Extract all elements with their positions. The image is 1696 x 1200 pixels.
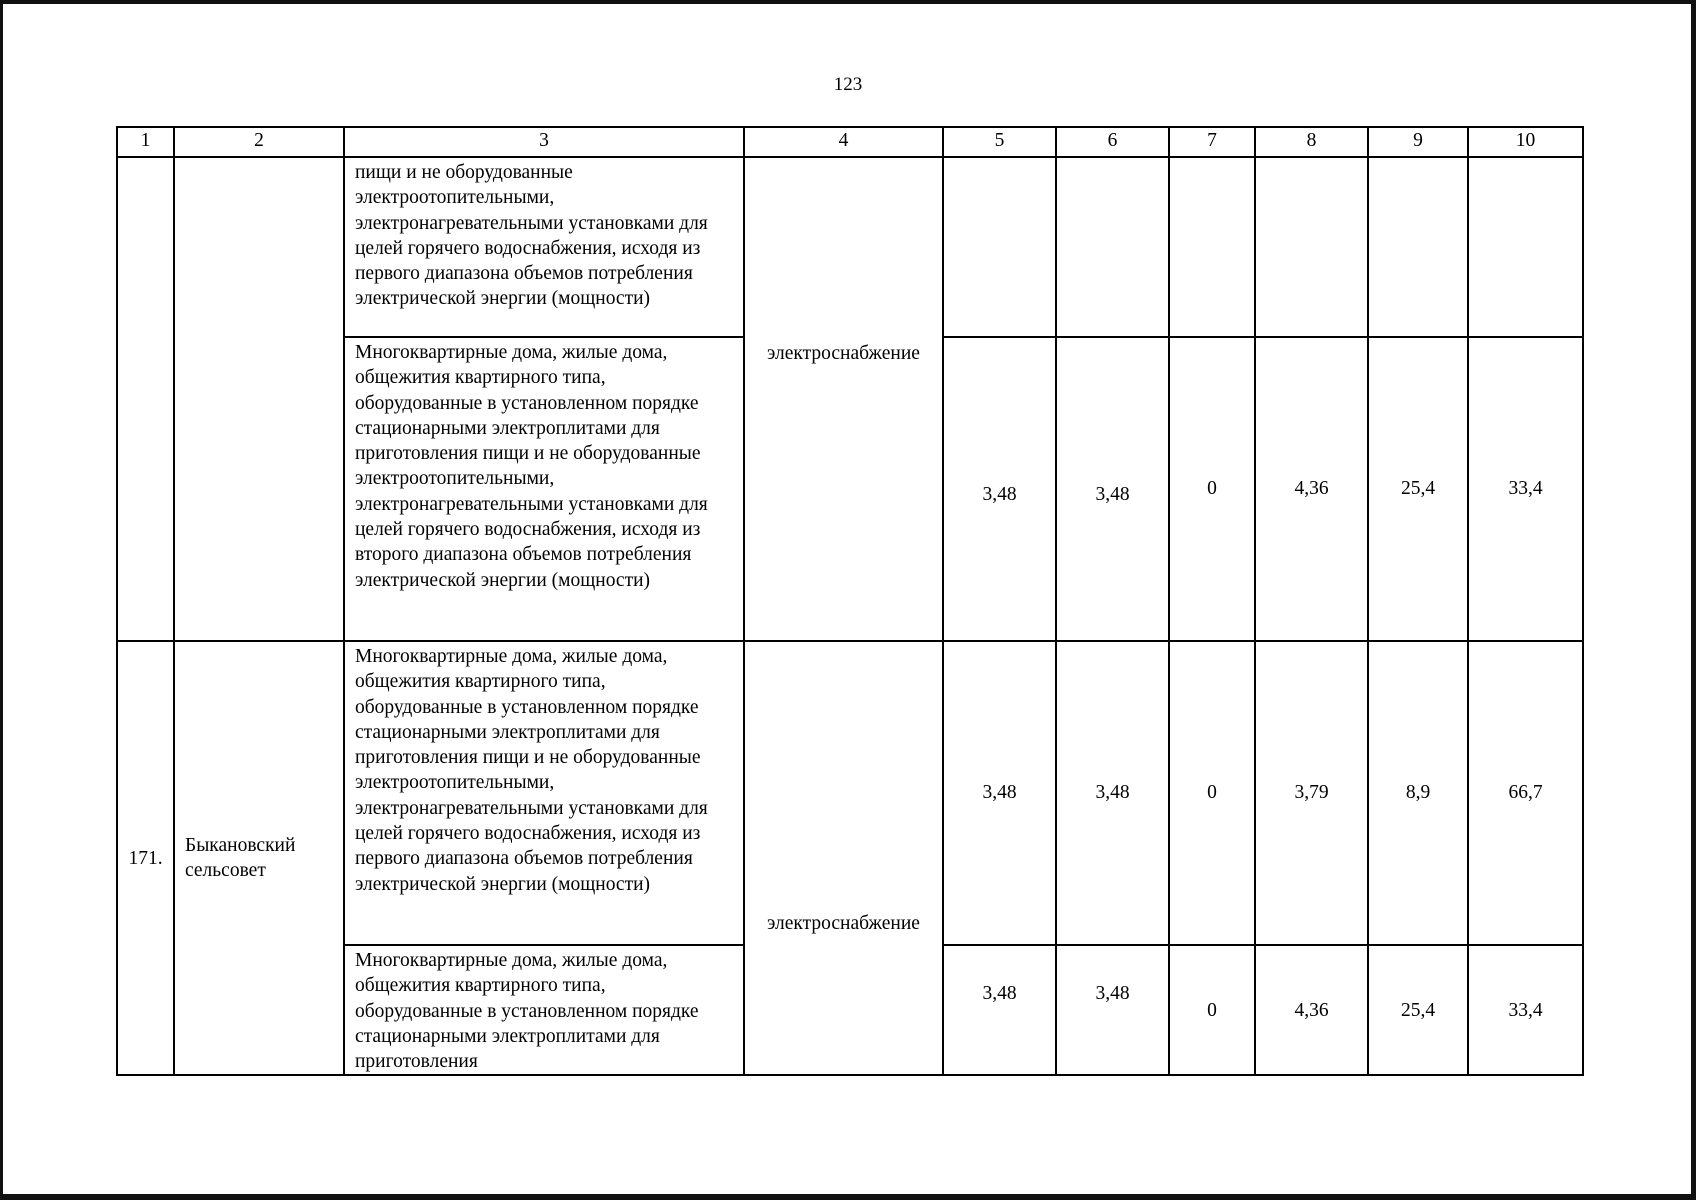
- header-cell: 10: [1468, 127, 1583, 157]
- utility-type-label: электроснабжение: [767, 912, 920, 934]
- value-cell: 3,48: [1056, 337, 1169, 641]
- header-cell: 3: [344, 127, 744, 157]
- value-cell: 3,48: [1056, 945, 1169, 1075]
- table-row: [117, 641, 1583, 945]
- scan-border-top: [0, 0, 1696, 4]
- value-cell: 0: [1169, 641, 1255, 945]
- consumer-description: Многоквартирные дома, жилые дома, общежития квартирного типа, оборудованные в установленном порядке стационарными электроплитами для приготовления пищи и не оборудованные электроотопительными, электронагревательными установками для целей горячего водоснабжения, исходя из первого диапазона объемов потребления электрической энергии (мощности): [344, 641, 744, 945]
- header-cell: 8: [1255, 127, 1368, 157]
- utility-type: [744, 157, 943, 641]
- region-cell: [174, 157, 344, 641]
- value-cell: 4,36: [1255, 945, 1368, 1075]
- header-cell: 9: [1368, 127, 1468, 157]
- header-cell: 2: [174, 127, 344, 157]
- header-cell: 6: [1056, 127, 1169, 157]
- value-cell: 8,9: [1368, 641, 1468, 945]
- value-cell: 33,4: [1468, 337, 1583, 641]
- table-row: [117, 157, 1583, 337]
- value-cell: 25,4: [1368, 945, 1468, 1075]
- consumer-description: Многоквартирные дома, жилые дома, общежития квартирного типа, оборудованные в установленном порядке стационарными электроплитами для приготовления пищи и не оборудованные электроотопительными, электронагревательными установками для целей горячего водоснабжения, исходя из второго диапазона объемов потребления электрической энергии (мощности): [344, 337, 744, 641]
- value-cell: 3,48: [943, 641, 1056, 945]
- value-cell: 0: [1169, 337, 1255, 641]
- scan-border-bottom: [0, 1194, 1696, 1200]
- tariff-table: [116, 126, 1584, 1076]
- value-cell: 4,36: [1255, 337, 1368, 641]
- scan-border-left: [0, 0, 3, 1200]
- utility-type: [744, 641, 943, 1075]
- value-cell: 3,48: [943, 337, 1056, 641]
- value-cell: 66,7: [1468, 641, 1583, 945]
- header-cell: 5: [943, 127, 1056, 157]
- value-cell: [1255, 157, 1368, 337]
- value-cell: 25,4: [1368, 337, 1468, 641]
- value-cell: [943, 157, 1056, 337]
- row-number-cell: [117, 157, 174, 641]
- utility-type-label: электроснабжение: [767, 343, 920, 364]
- header-row: [117, 127, 1583, 157]
- value-cell: 3,48: [1056, 641, 1169, 945]
- header-cell: 1: [117, 127, 174, 157]
- value-cell: [1169, 157, 1255, 337]
- scan-border-right: [1691, 0, 1696, 1200]
- value-cell: [1056, 157, 1169, 337]
- page-number: 123: [833, 74, 863, 95]
- row-number-cell: 171.: [117, 641, 174, 1075]
- region-cell: Быкановский сельсовет: [174, 641, 344, 1075]
- header-cell: 4: [744, 127, 943, 157]
- header-cell: 7: [1169, 127, 1255, 157]
- value-cell: 0: [1169, 945, 1255, 1075]
- consumer-description: Многоквартирные дома, жилые дома, общежития квартирного типа, оборудованные в установленном порядке стационарными электроплитами для приготовления: [344, 945, 744, 1075]
- value-cell: [1368, 157, 1468, 337]
- value-cell: 33,4: [1468, 945, 1583, 1075]
- consumer-description: пищи и не оборудованные электроотопительными, электронагревательными установками для целей горячего водоснабжения, исходя из первого диапазона объемов потребления электрической энергии (мощности): [344, 157, 744, 337]
- value-cell: [1468, 157, 1583, 337]
- value-cell: 3,48: [943, 945, 1056, 1075]
- value-cell: 3,79: [1255, 641, 1368, 945]
